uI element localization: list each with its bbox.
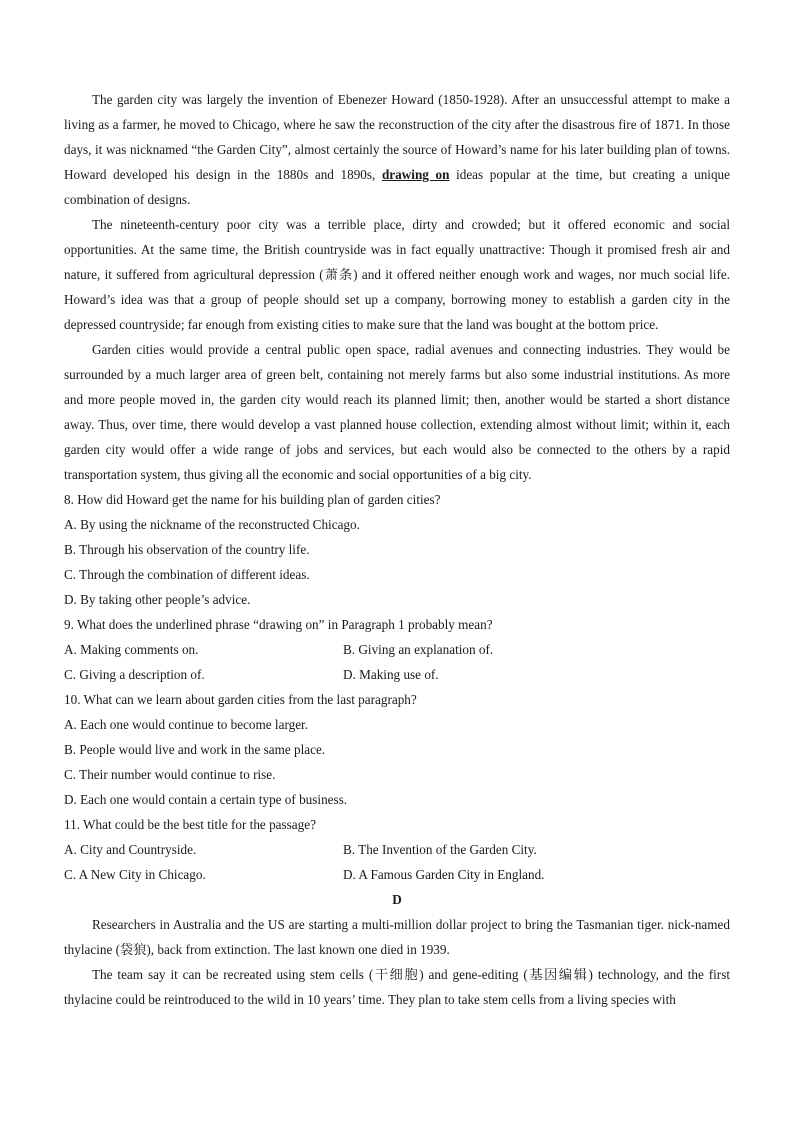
question-8-option-d: D. By taking other people’s advice.	[64, 592, 251, 607]
question-9-option-b: B. Giving an explanation of.	[343, 642, 494, 657]
document-page	[64, 87, 730, 1012]
question-10-option-c: C. Their number would continue to rise.	[64, 767, 276, 782]
passage-paragraph-1: The garden city was largely the invention of Ebenezer Howard (1850-1928). After an unsuccessful attempt to make a living as a farmer, he moved to Chicago, where he saw the reconstruction of the city after the disastrous fire of 1871. In those days, it was nicknamed “the Garden City”, almost certainly the source of Howard’s name for his later building plan of towns. Howard developed his design in the 1880s and 1890s, drawing on ideas popular at the time, but creating a unique combination of designs.	[64, 92, 730, 207]
question-10-option-b: B. People would live and work in the same place.	[64, 742, 326, 757]
question-9: 9. What does the underlined phrase “drawing on” in Paragraph 1 probably mean?	[64, 617, 493, 632]
question-8: 8. How did Howard get the name for his building plan of garden cities?	[64, 492, 441, 507]
question-9-options-row-1	[64, 637, 730, 662]
passage-paragraph-2: The nineteenth-century poor city was a terrible place, dirty and crowded; but it offered economic and social opportunities. At the same time, the British countryside was in fact equally unattractive: Though it promised fresh air and nature, it suffered from agricultural depression (萧条) and it offered neither enough work and wages, nor much social life. Howard’s idea was that a group of people should set up a company, borrowing money to establish a garden city in the depressed countryside; far enough from existing cities to make sure that the land was bought at the bottom price.	[64, 217, 730, 332]
section-d-paragraph-2: The team say it can be recreated using stem cells (干细胞) and gene-editing (基因编辑) technology, and the first thylacine could be reintroduced to the wild in 10 years’ time. They plan to take stem cells from a living species with	[64, 967, 730, 1007]
question-11-option-c: C. A New City in Chicago.	[64, 867, 206, 882]
question-9-option-d: D. Making use of.	[343, 667, 439, 682]
question-10-option-d: D. Each one would contain a certain type of business.	[64, 792, 348, 807]
question-11-options-row-1	[64, 837, 730, 862]
question-10-option-a: A. Each one would continue to become larger.	[64, 717, 309, 732]
question-11: 11. What could be the best title for the passage?	[64, 817, 316, 832]
question-11-options-row-2	[64, 862, 730, 887]
underlined-phrase: drawing on	[381, 167, 450, 182]
question-8-option-b: B. Through his observation of the country life.	[64, 542, 310, 557]
question-11-option-a: A. City and Countryside.	[64, 842, 197, 857]
question-11-option-d: D. A Famous Garden City in England.	[343, 867, 545, 882]
question-10: 10. What can we learn about garden cities from the last paragraph?	[64, 692, 417, 707]
passage-paragraph-3: Garden cities would provide a central public open space, radial avenues and connecting industries. They would be surrounded by a much larger area of green belt, containing not merely farms but also some industrial institutions. As more and more people moved in, the garden city would reach its planned limit; then, another would be started a short distance away. Thus, over time, there would develop a vast planned house collection, extending almost without limit; within it, each garden city would offer a wide range of jobs and services, but each would also be connected to the others by a rapid transportation system, thus giving all the economic and social opportunities of a big city.	[64, 342, 730, 482]
question-9-options-row-2	[64, 662, 730, 687]
question-9-option-a: A. Making comments on.	[64, 642, 199, 657]
question-11-option-b: B. The Invention of the Garden City.	[343, 842, 537, 857]
question-8-option-a: A. By using the nickname of the reconstructed Chicago.	[64, 517, 360, 532]
question-8-option-c: C. Through the combination of different ideas.	[64, 567, 310, 582]
section-heading-d: D	[392, 892, 402, 907]
question-9-option-c: C. Giving a description of.	[64, 667, 205, 682]
section-d-paragraph-1: Researchers in Australia and the US are starting a multi-million dollar project to bring the Tasmanian tiger. nick-named thylacine (袋狼), back from extinction. The last known one died in 1939.	[64, 917, 730, 957]
